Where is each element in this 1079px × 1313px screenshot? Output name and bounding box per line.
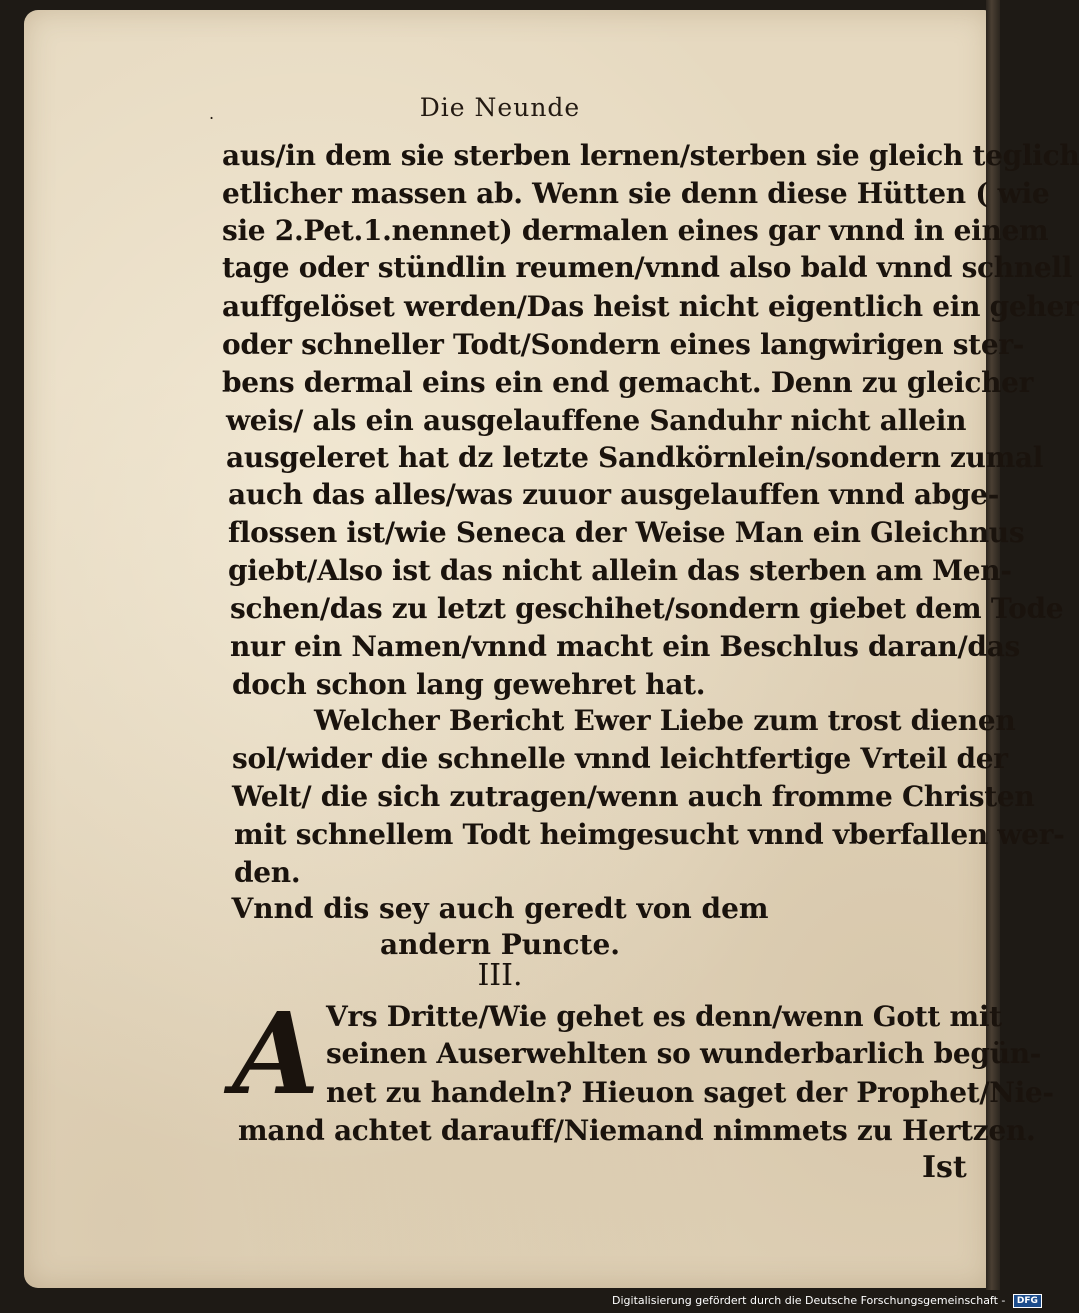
footer-credit (612, 1294, 1042, 1308)
text-line: schen/das zu letzt geschihet/sondern giebet dem Tode (230, 592, 1064, 625)
text-line: mit schnellem Todt heimgesucht vnnd vberfallen wer- (234, 818, 1065, 851)
text-line: flossen ist/wie Seneca der Weise Man ein Gleichnus (228, 516, 1025, 549)
text-line: giebt/Also ist das nicht allein das sterben am Men- (228, 554, 1012, 587)
running-head: Die Neunde (419, 93, 581, 122)
text-line: Welt/ die sich zutragen/wenn auch fromme Christen (232, 780, 1035, 813)
text-line: auch das alles/was zuuor ausgelauffen vnnd abge- (228, 478, 1000, 511)
section-numeral: III. (477, 958, 523, 993)
section-heading-line: andern Puncte. (379, 928, 621, 961)
dfg-logo-icon: DFG (1013, 1294, 1042, 1308)
text-line: doch schon lang gewehret hat. (232, 668, 706, 701)
page-dot: . (209, 104, 215, 123)
text-line: net zu handeln? Hieuon saget der Prophet/Nie- (326, 1076, 1054, 1109)
text-line: etlicher massen ab. Wenn sie denn diese Hütten ( wie (222, 177, 1050, 210)
text-line: den. (234, 856, 301, 889)
text-line: seinen Auserwehlten so wunderbarlich begün- (326, 1037, 1042, 1070)
text-line: bens dermal eins ein end gemacht. Denn zu gleicher (222, 366, 1034, 399)
text-line: auffgelöset werden/Das heist nicht eigentlich ein geher (222, 290, 1079, 323)
catchword: Ist (922, 1150, 967, 1185)
text-line: nur ein Namen/vnnd macht ein Beschlus daran/das (230, 630, 1020, 663)
text-line: ausgeleret hat dz letzte Sandkörnlein/sondern zumal (226, 441, 1044, 474)
text-line: sol/wider die schnelle vnnd leichtfertige Vrteil der (232, 742, 1008, 775)
text-line: Welcher Bericht Ewer Liebe zum trost dienen (314, 704, 1016, 737)
drop-cap: A (232, 989, 320, 1120)
text-line: weis/ als ein ausgelauffene Sanduhr nicht allein (226, 404, 967, 437)
footer-text: Digitalisierung gefördert durch die Deutsche Forschungsgemeinschaft - (612, 1294, 1006, 1307)
text-line: aus/in dem sie sterben lernen/sterben sie gleich teglich (222, 139, 1079, 172)
text-line: sie 2.Pet.1.nennet) dermalen eines gar vnnd in einem (222, 214, 1049, 247)
text-line: oder schneller Todt/Sondern eines langwirigen ster- (222, 328, 1025, 361)
section-heading-line: Vnnd dis sey auch geredt von dem (231, 892, 769, 925)
text-line: mand achtet darauff/Niemand nimmets zu Hertzen. (238, 1114, 1036, 1147)
text-line: Vrs Dritte/Wie gehet es denn/wenn Gott mit (326, 1000, 1002, 1033)
text-line: tage oder stündlin reumen/vnnd also bald vnnd schnell (222, 251, 1073, 284)
